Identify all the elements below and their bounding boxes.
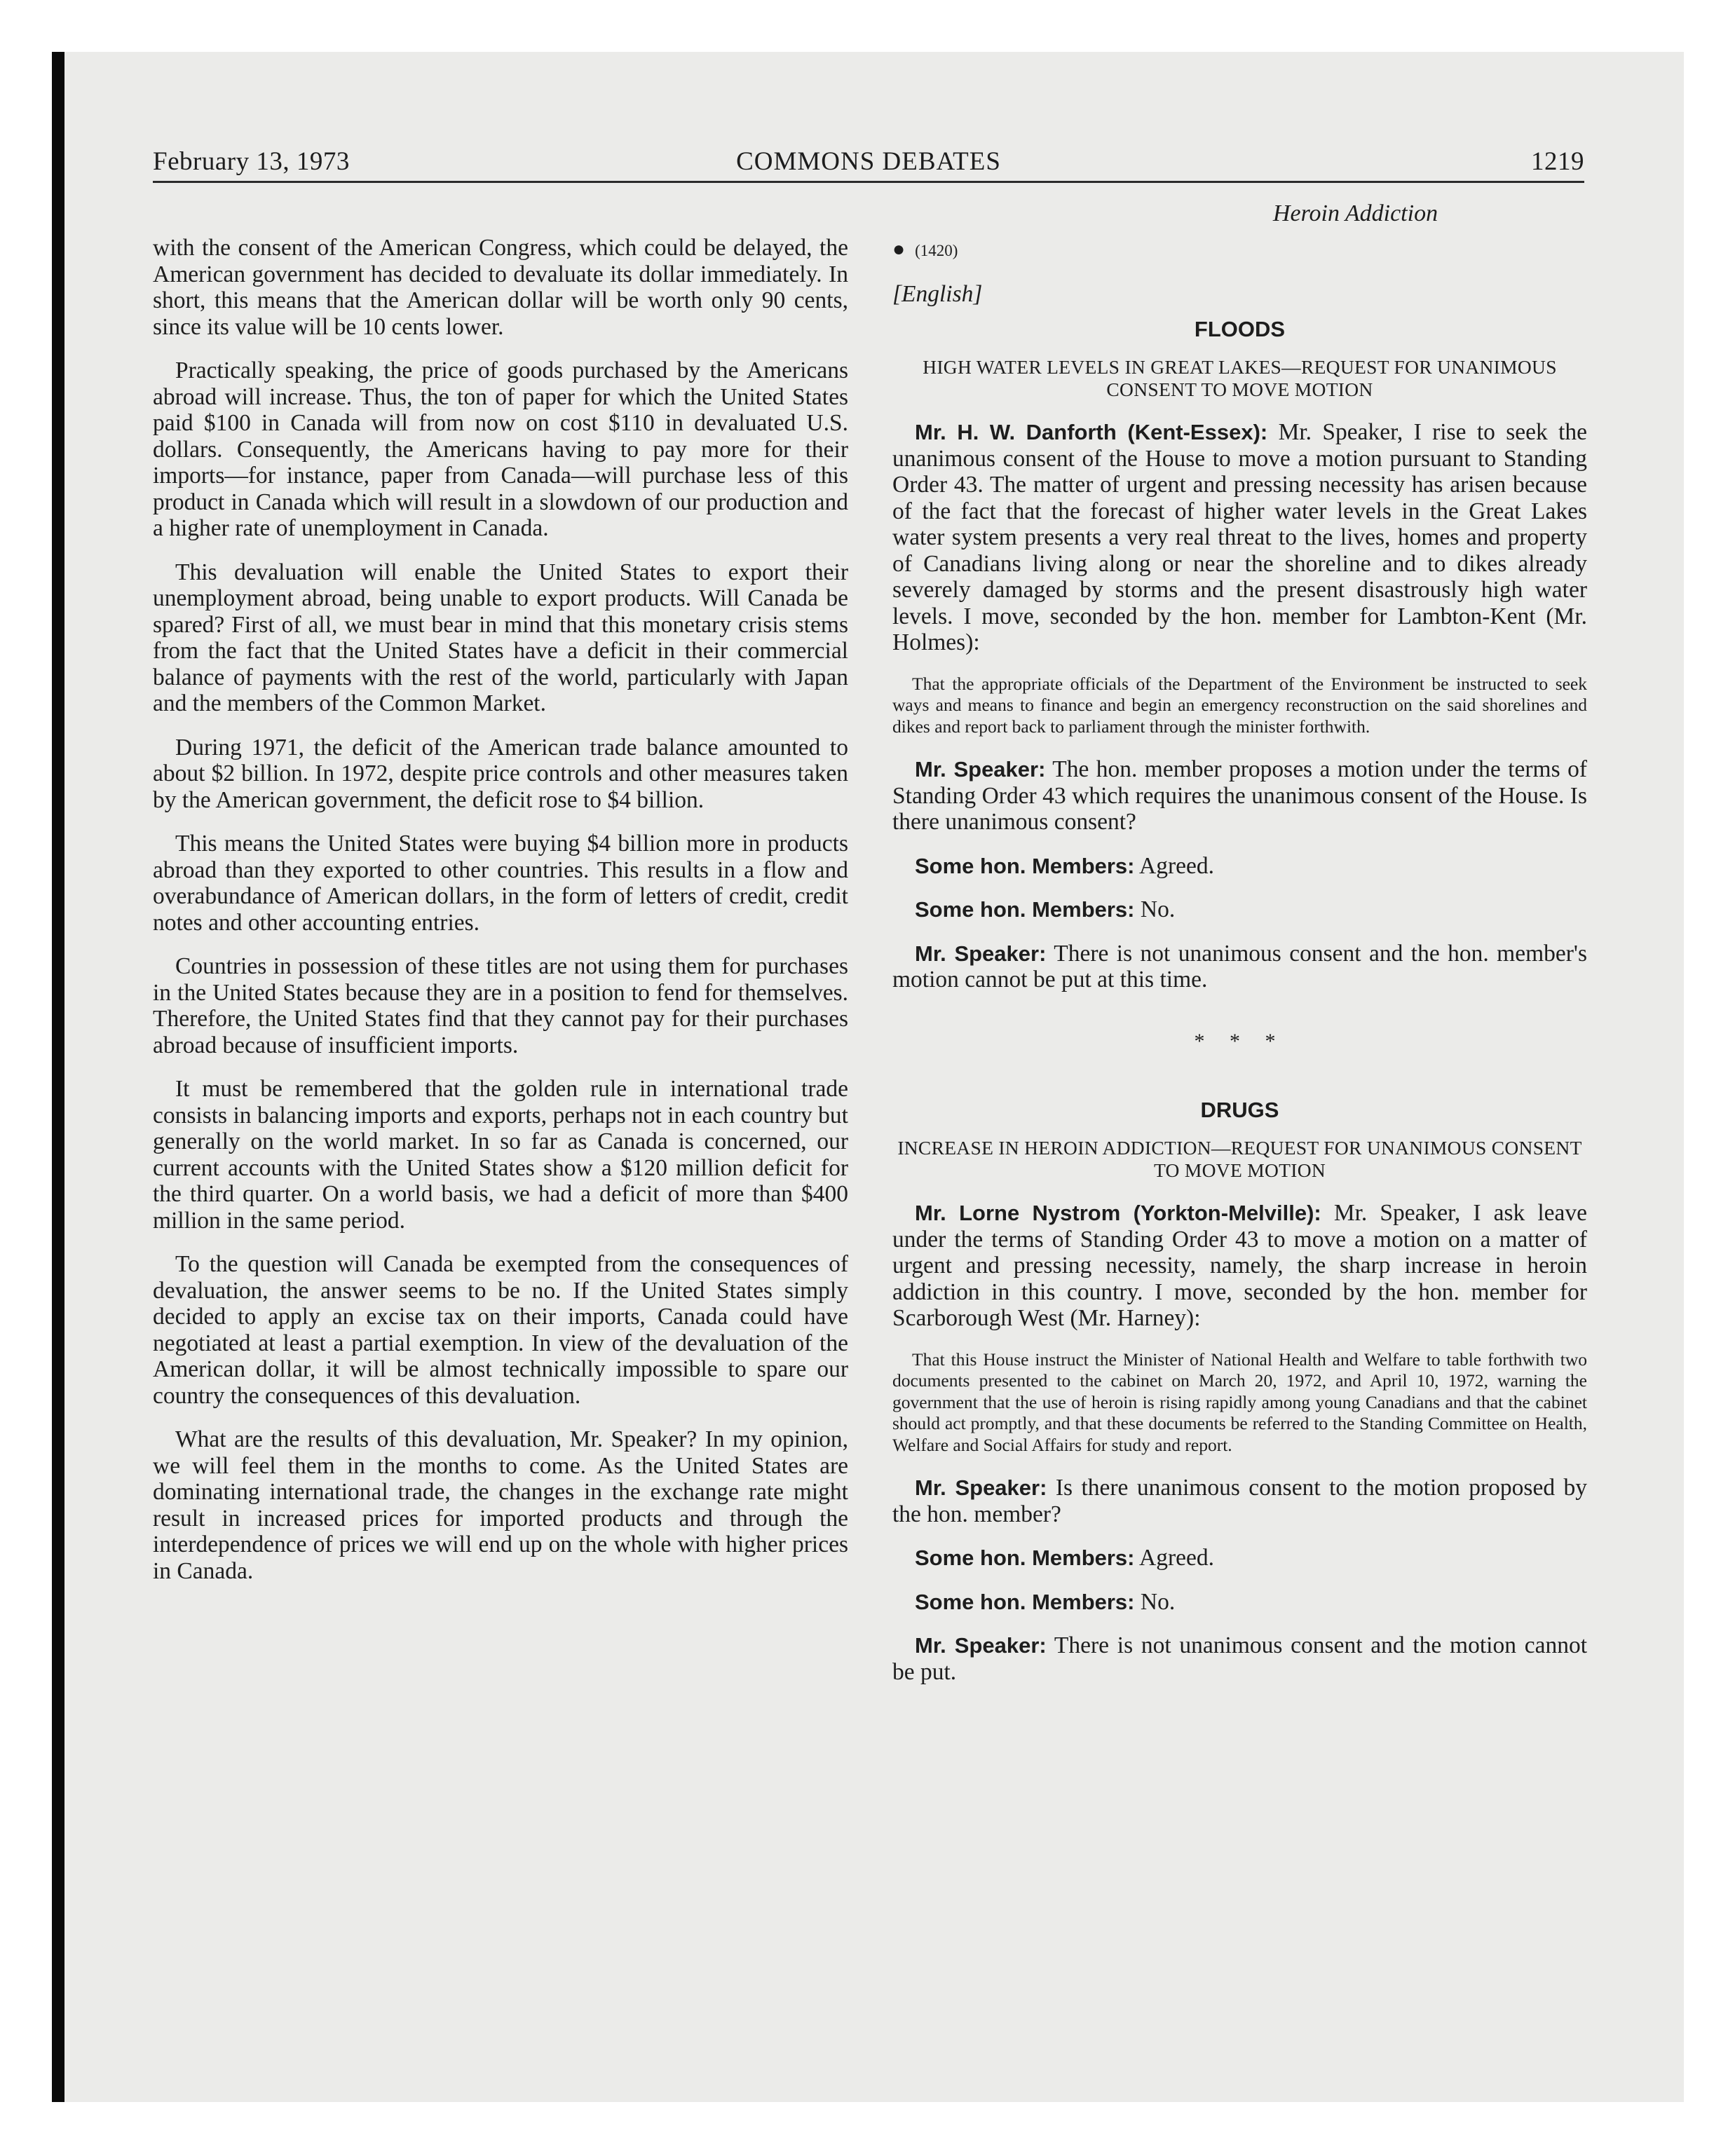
paragraph: What are the results of this devaluation, Mr. Speaker? In my opinion, we will feel them in the months to come. As the United States are dominating international trade, the changes in the exchange rate might result in increased prices for imported products and through the interdependence of prices we will end up on the whole with higher prices in Canada.: [153, 1426, 848, 1584]
speech: [892, 1200, 1587, 1332]
motion-text: That the appropriate officials of the Department of the Environment be instructed to seek ways and means to finance and begin an emergency reconstruction on the said shorelines and dikes and report back to parliament through the minister forthwith.: [892, 673, 1587, 737]
paragraph: During 1971, the deficit of the American trade balance amounted to about $2 billion. In 1972, despite price controls and other measures taken by the American government, the deficit rose to $4 billion.: [153, 734, 848, 813]
section-separator: * * *: [1194, 1029, 1286, 1053]
language-tag: [English]: [892, 281, 983, 307]
speech-text: There is not unanimous consent and the motion cannot be put.: [892, 1632, 1588, 1685]
paragraph: with the consent of the American Congress, which could be delayed, the American government has decided to devaluate its dollar immediately. In short, this means that the American dollar will be worth only 90 cents, since its value will be 10 cents lower.: [153, 235, 848, 340]
speech-text: No.: [1140, 1588, 1176, 1615]
speech-text: No.: [1140, 896, 1176, 922]
speech: [892, 1632, 1587, 1685]
paragraph: This means the United States were buying $4 billion more in products abroad than they exported to other countries. This results in a flow and overabundance of American dollars, in the form of letters of credit, credit notes and other accounting entries.: [153, 831, 848, 936]
section-heading-drugs: DRUGS: [1200, 1098, 1279, 1122]
paragraph: To the question will Canada be exempted from the consequences of devaluation, the answer seems to be no. If the United States simply decided to apply an excise tax on their imports, Canada could have negotiated at least a partial exemption. In view of the devaluation of the American dollar, it will be almost technically impossible to spare our country the consequences of this devaluation.: [153, 1251, 848, 1409]
running-head: Heroin Addiction: [1272, 200, 1438, 226]
speaker-name: Some hon. Members:: [915, 1546, 1135, 1570]
speaker-name: Mr. Speaker:: [915, 1633, 1047, 1658]
speaker-name: Some hon. Members:: [915, 853, 1135, 878]
speech: [892, 941, 1587, 993]
speech: [892, 1589, 1587, 1616]
time-marker: [892, 237, 1587, 264]
speech-text: Mr. Speaker, I ask leave under the terms of Standing Order 43 to move a motion on a matter of urgent and pressing necessity, namely, the sharp increase in heroin addiction in this country. I move, seconded by the hon. member for Scarborough West (Mr. Harney):: [892, 1200, 1588, 1331]
header-date: February 13, 1973: [153, 147, 350, 176]
speaker-name: Some hon. Members:: [915, 1589, 1135, 1614]
paragraph: It must be remembered that the golden rule in international trade consists in balancing imports and exports, perhaps not in each country but generally on the world market. In so far as Canada is concerned, our current accounts with the United States show a $120 million deficit for the third quarter. On a world basis, we had a deficit of more than $400 million in the same period.: [153, 1076, 848, 1234]
section-heading-floods: FLOODS: [1194, 317, 1286, 341]
binding-edge: [52, 52, 64, 2102]
speech-text: There is not unanimous consent and the hon. member's motion cannot be put at this time.: [892, 940, 1587, 992]
paragraph: Practically speaking, the price of goods purchased by the Americans abroad will increase. Thus, the ton of paper for which the United States paid $100 in Canada will from now on cost $110 in devaluated U.S. dollars. Consequently, the Americans having to pay more for their imports—for instance, paper from Canada—will purchase less of this product in Canada which will result in a slowdown of our production and a higher rate of unemployment in Canada.: [153, 357, 848, 541]
speaker-name: Mr. Lorne Nystrom (Yorkton-Melville):: [915, 1201, 1321, 1225]
speech: [892, 896, 1587, 923]
bullet-icon: ●: [892, 238, 906, 261]
speech: [892, 419, 1587, 656]
speaker-name: Mr. Speaker:: [915, 757, 1046, 782]
speech-text: The hon. member proposes a motion under the terms of Standing Order 43 which requires the unanimous consent of the House. Is there unanimous consent?: [892, 756, 1587, 835]
speech: [892, 756, 1587, 835]
section-subheading-drugs: INCREASE IN HEROIN ADDICTION—REQUEST FOR UNANIMOUS CONSENT TO MOVE MOTION: [897, 1137, 1582, 1181]
speech-text: Mr. Speaker, I rise to seek the unanimous consent of the House to move a motion pursuant to Standing Order 43. The matter of urgent and pressing necessity has arisen because of the fact that the forecast of higher water levels in the Great Lakes water system presents a very real threat to the lives, homes and property of Canadians living along or near the shoreline and to dikes already severely damaged by storms and the present disastrously high water levels. I move, seconded by the hon. member for Lambton-Kent (Mr. Holmes):: [892, 419, 1588, 655]
speech-text: Agreed.: [1139, 1545, 1214, 1571]
speaker-name: Mr. Speaker:: [915, 1475, 1047, 1500]
motion-text: That this House instruct the Minister of National Health and Welfare to table forthwith two documents presented to the cabinet on March 20, 1972, and April 10, 1972, warning the government that the use of heroin is rising rapidly among young Canadians and that the cabinet should act promptly, and that these documents be referred to the Standing Committee on Health, Welfare and Social Affairs for study and report.: [892, 1349, 1587, 1455]
speech: [892, 1545, 1587, 1571]
speech: [892, 853, 1587, 880]
paragraph: Countries in possession of these titles are not using them for purchases in the United States because they are in a position to fend for themselves. Therefore, the United States find that they cannot pay for their purchases abroad because of insufficient imports.: [153, 953, 848, 1058]
time-marker-label: (1420): [915, 242, 958, 259]
speech-text: Agreed.: [1139, 852, 1214, 879]
speaker-name: Mr. Speaker:: [915, 941, 1047, 966]
speaker-name: Some hon. Members:: [915, 897, 1135, 922]
section-subheading-floods: HIGH WATER LEVELS IN GREAT LAKES—REQUEST FOR UNANIMOUS CONSENT TO MOVE MOTION: [923, 356, 1557, 400]
speaker-name: Mr. H. W. Danforth (Kent-Essex):: [915, 420, 1268, 444]
speech-text: Is there unanimous consent to the motion proposed by the hon. member?: [892, 1475, 1587, 1527]
page-header: [153, 144, 1584, 183]
paragraph: This devaluation will enable the United States to export their unemployment abroad, being unable to export products. Will Canada be spared? First of all, we must bear in mind that this monetary crisis stems from the fact that the United States have a deficit in their commercial balance of payments with the rest of the world, particularly with Japan and the members of the Common Market.: [153, 559, 848, 716]
left-column: [153, 235, 848, 1602]
header-title: COMMONS DEBATES: [736, 147, 1001, 176]
right-column: [892, 200, 1587, 1703]
speech: [892, 1475, 1587, 1527]
page-number: 1219: [1531, 147, 1584, 176]
